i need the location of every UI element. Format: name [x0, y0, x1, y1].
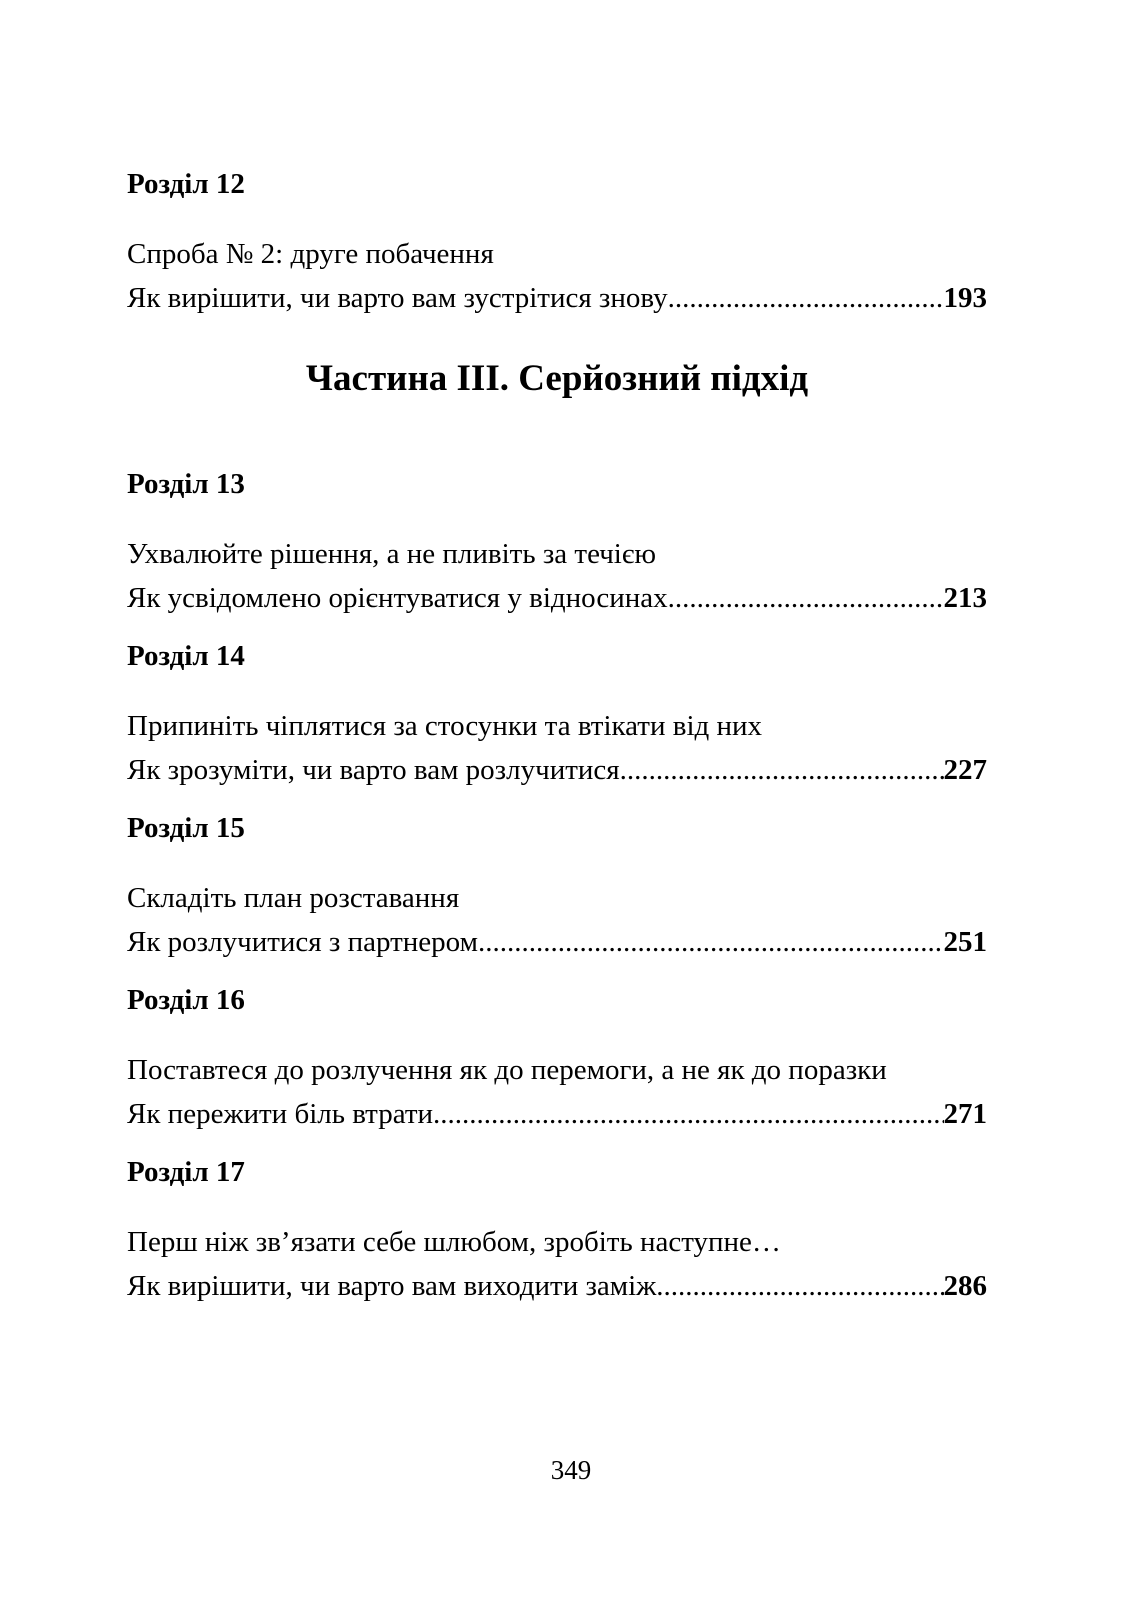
chapter-heading: Розділ 13: [127, 468, 245, 500]
entry-subtitle: Як розлучитися з партнером: [127, 926, 478, 958]
entry-subtitle-row: [127, 576, 987, 620]
entry-title: Спроба № 2: друге побачення: [127, 238, 494, 270]
entry-subtitle-row: [127, 920, 987, 964]
entry-title: Припиніть чіплятися за стосунки та втікати від них: [127, 710, 763, 742]
toc-entry: [127, 1048, 987, 1136]
entry-subtitle: Як усвідомлено орієнтуватися у відносинах: [127, 582, 668, 614]
entry-title: Поставтеся до розлучення як до перемоги, а не як до поразки: [127, 1054, 887, 1086]
entry-page-ref: 193: [943, 282, 987, 314]
chapter-heading: Розділ 17: [127, 1156, 245, 1188]
entry-subtitle-row: [127, 748, 987, 792]
entry-page-ref: 251: [943, 926, 987, 958]
dot-leader: [433, 1092, 943, 1136]
chapter-heading: Розділ 15: [127, 812, 245, 844]
entry-subtitle-row: [127, 1264, 987, 1308]
chapter-heading: Розділ 16: [127, 984, 245, 1016]
entry-subtitle-row: [127, 276, 987, 320]
toc-entry: [127, 1220, 987, 1308]
entry-subtitle: Як зрозуміти, чи варто вам розлучитися: [127, 754, 620, 786]
chapter-heading: Розділ 14: [127, 640, 245, 672]
entry-title: Перш ніж зв’язати себе шлюбом, зробіть наступне…: [127, 1226, 781, 1258]
chapter-heading: Розділ 12: [127, 168, 245, 200]
dot-leader: [656, 1264, 943, 1308]
dot-leader: [668, 576, 944, 620]
page-number: 349: [550, 1455, 592, 1485]
toc-entry: [127, 532, 987, 620]
entry-page-ref: 213: [943, 582, 987, 614]
dot-leader: [478, 920, 944, 964]
dot-leader: [668, 276, 944, 320]
entry-subtitle: Як вирішити, чи варто вам виходити заміж: [127, 1270, 657, 1302]
entry-subtitle: Як пережити біль втрати: [127, 1098, 434, 1130]
toc-entry: [127, 876, 987, 964]
entry-title: Ухвалюйте рішення, а не пливіть за течією: [127, 538, 656, 570]
entry-subtitle-row: [127, 1092, 987, 1136]
entry-title: Складіть план розставання: [127, 882, 460, 914]
toc-content: [127, 162, 987, 1322]
toc-entry: [127, 704, 987, 792]
dot-leader: [620, 748, 944, 792]
toc-entry: [127, 232, 987, 320]
entry-page-ref: 286: [943, 1270, 987, 1302]
entry-page-ref: 271: [943, 1098, 987, 1130]
entry-subtitle: Як вирішити, чи варто вам зустрітися знову: [127, 282, 668, 314]
entry-page-ref: 227: [943, 754, 987, 786]
part-heading: Частина ІІІ. Серйозний підхід: [305, 358, 809, 399]
